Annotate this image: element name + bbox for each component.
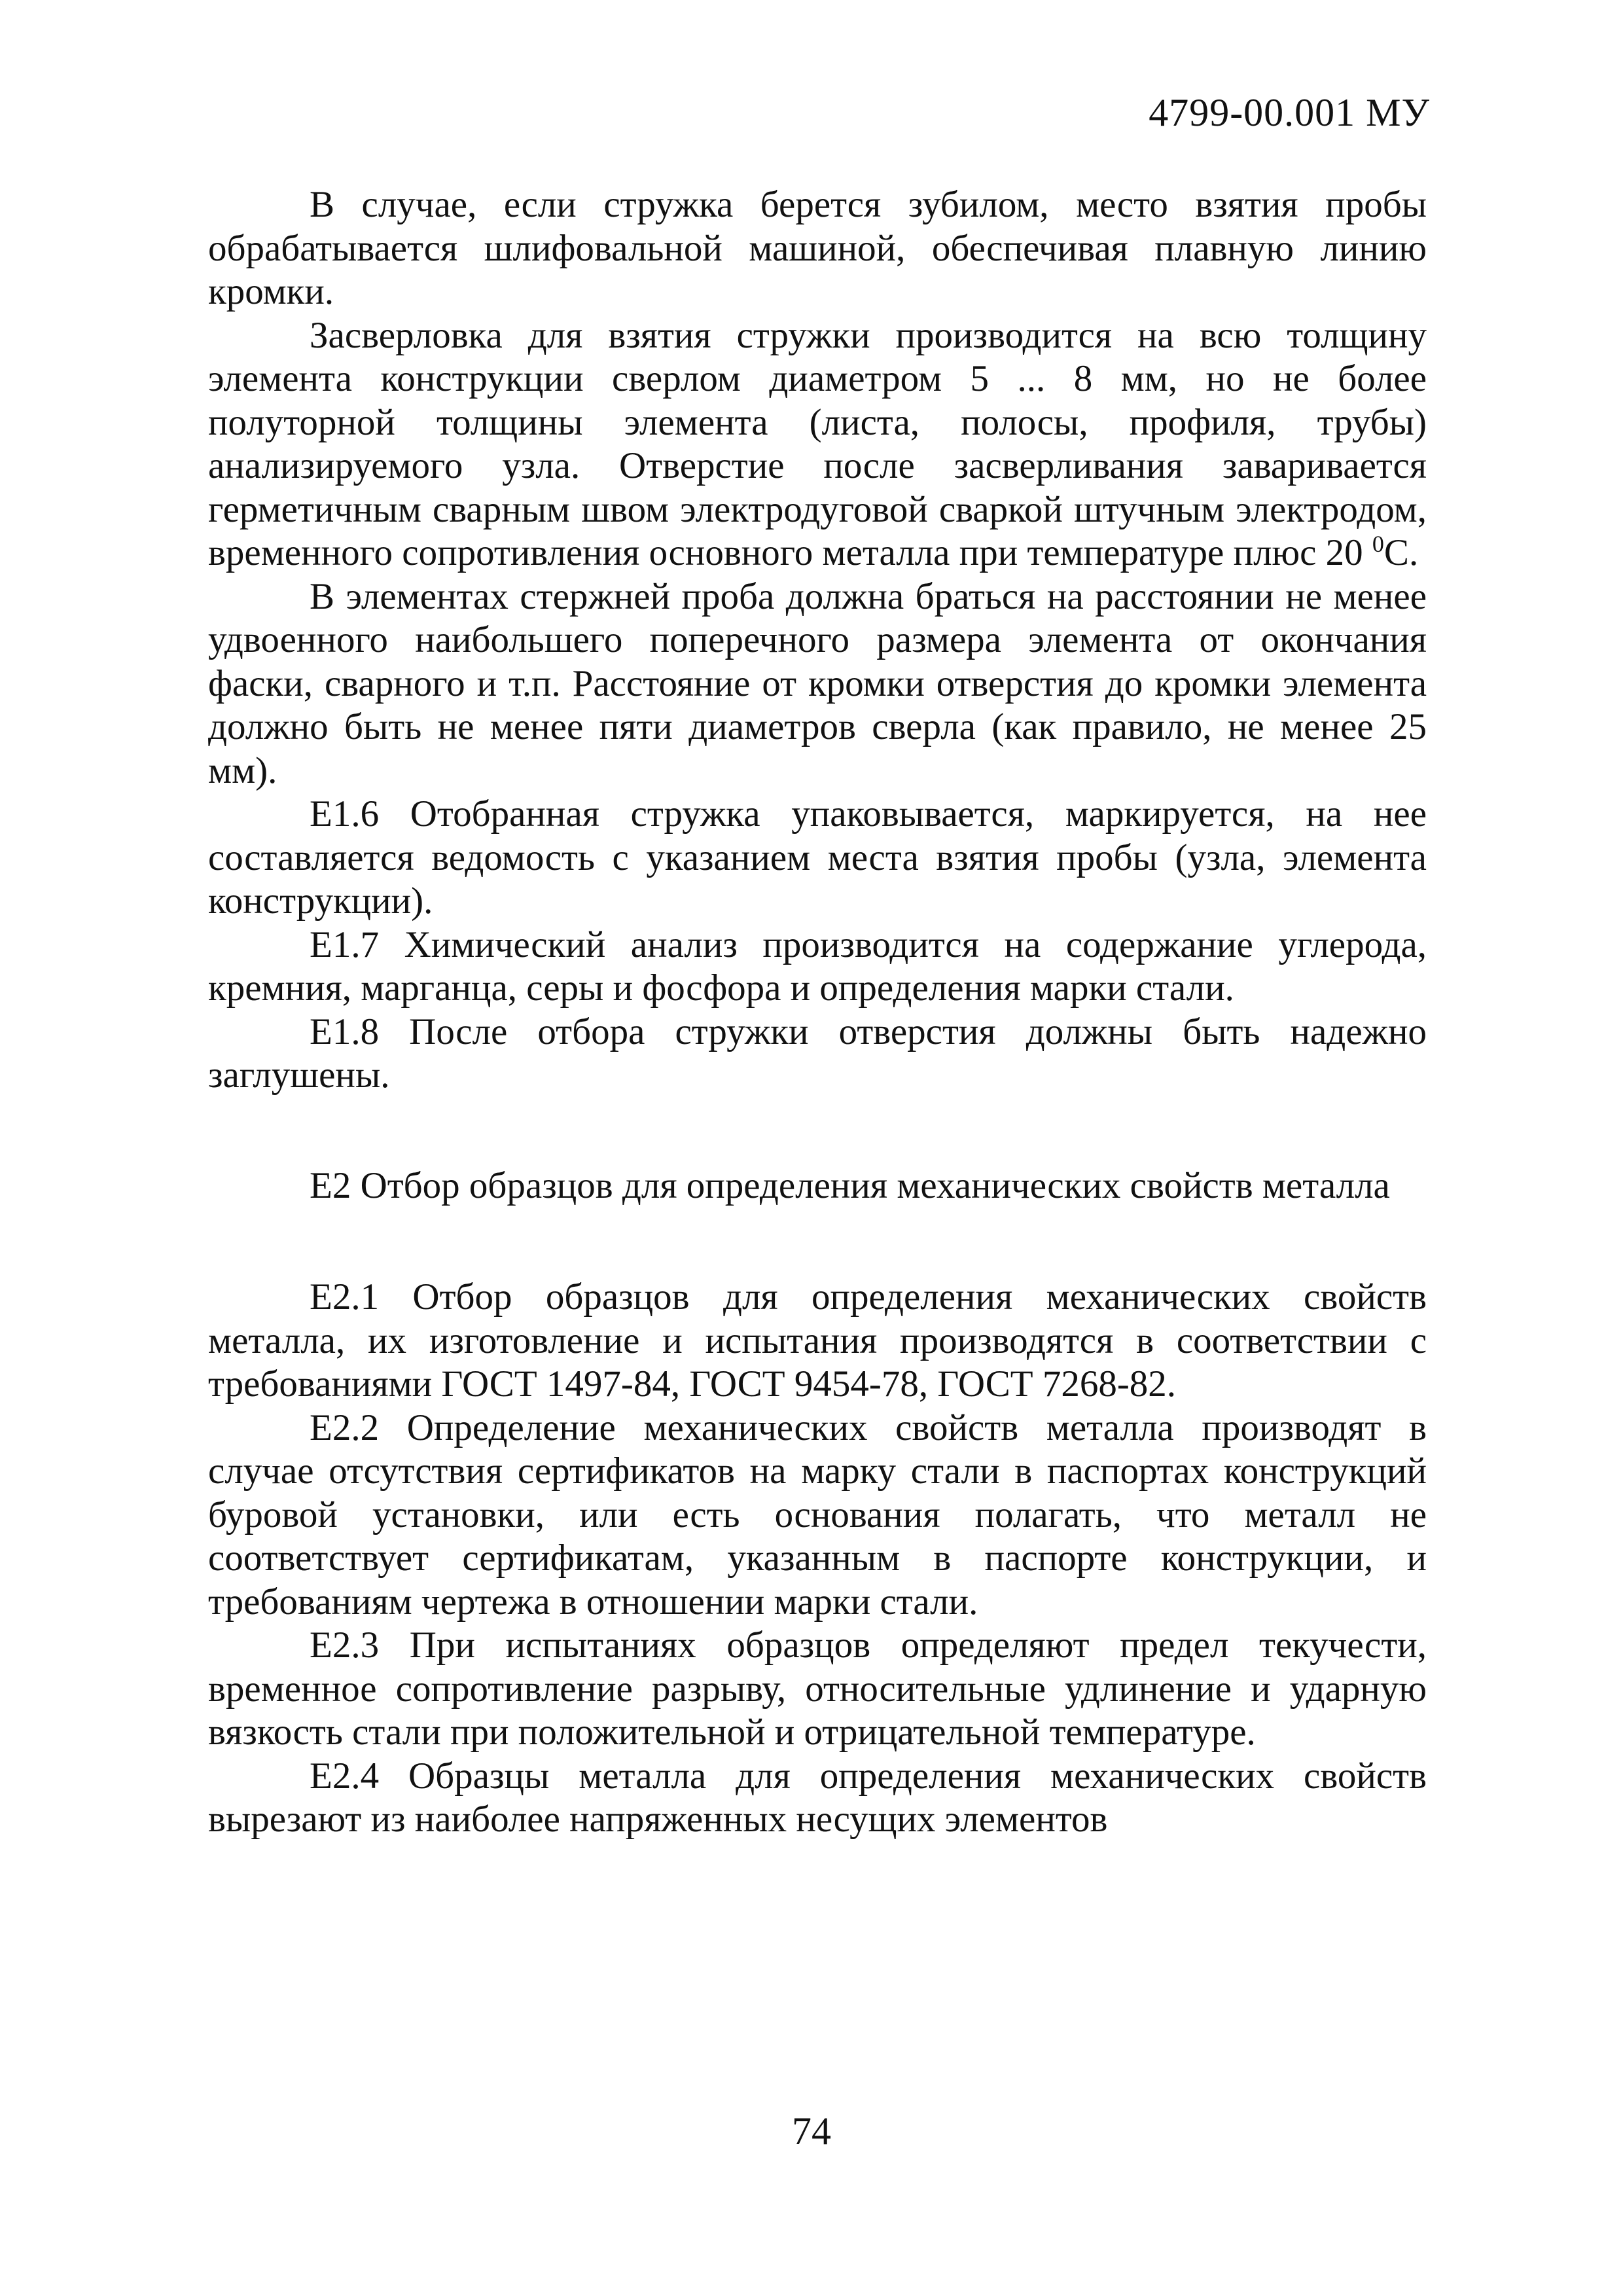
page-body: [208, 183, 1427, 1842]
paragraph-drilling-text: Засверловка для взятия стружки производится на всю толщину элемента конструкции сверлом диаметром 5 ... 8 мм, но не более полуторной толщины элемента (листа, полосы, профиля, трубы) анализируемого узла. Отверстие после засверливания заваривается герметичным сварным швом электродуговой сваркой штучным электродом, временного сопротивления основного металла при температуре плюс 20: [208, 314, 1427, 573]
paragraph-e1-7: Е1.7 Химический анализ производится на содержание углерода, кремния, марганца, серы и фосфора и определения марки стали.: [208, 924, 1427, 1009]
paragraph-drilling: [208, 314, 1427, 575]
paragraph-rod-elements: В элементах стержней проба должна браться на расстоянии не менее удвоенного наибольшего поперечного размера элемента от окончания фаски, сварного и т.п. Расстояние от кромки отверстия до кромки элемента должно быть не менее пяти диаметров сверла (как правило, не менее 25 мм).: [208, 575, 1427, 791]
paragraph-e2-3: Е2.3 При испытаниях образцов определяют предел текучести, временное сопротивление разрыву, относительные удлинение и ударную вязкость стали при положительной и отрицательной температуре.: [208, 1624, 1427, 1753]
page-number: 74: [792, 2109, 831, 2153]
paragraph-e1-8: Е1.8 После отбора стружки отверстия должны быть надежно заглушены.: [208, 1011, 1427, 1096]
celsius-letter: С.: [1383, 532, 1419, 573]
degree-mark: 0: [1372, 531, 1384, 557]
paragraph-e1-6: Е1.6 Отобранная стружка упаковывается, маркируется, на нее составляется ведомость с указанием места взятия пробы (узла, элемента конструкции).: [208, 793, 1427, 922]
document-code: 4799-00.001 МУ: [1149, 91, 1430, 134]
paragraph-e2-2: Е2.2 Определение механических свойств металла производят в случае отсутствия сертификатов на марку стали в паспортах конструкций буровой установки, или есть основания полагать, что металл не соответствует сертификатам, указанным в паспорте конструкции, и требованиям чертежа в отношении марки стали.: [208, 1407, 1427, 1623]
section-heading-e2: Е2 Отбор образцов для определения механических свойств металла: [310, 1164, 1390, 1206]
paragraph-chisel-sampling: В случае, если стружка берется зубилом, место взятия пробы обрабатывается шлифовальной машиной, обеспечивая плавную линию кромки.: [208, 184, 1427, 312]
paragraph-e2-4: Е2.4 Образцы металла для определения механических свойств вырезают из наиболее напряженных несущих элементов: [208, 1755, 1427, 1840]
paragraph-e2-1: Е2.1 Отбор образцов для определения механических свойств металла, их изготовление и испытания производятся в соответствии с требованиями ГОСТ 1497-84, ГОСТ 9454-78, ГОСТ 7268-82.: [208, 1276, 1427, 1405]
